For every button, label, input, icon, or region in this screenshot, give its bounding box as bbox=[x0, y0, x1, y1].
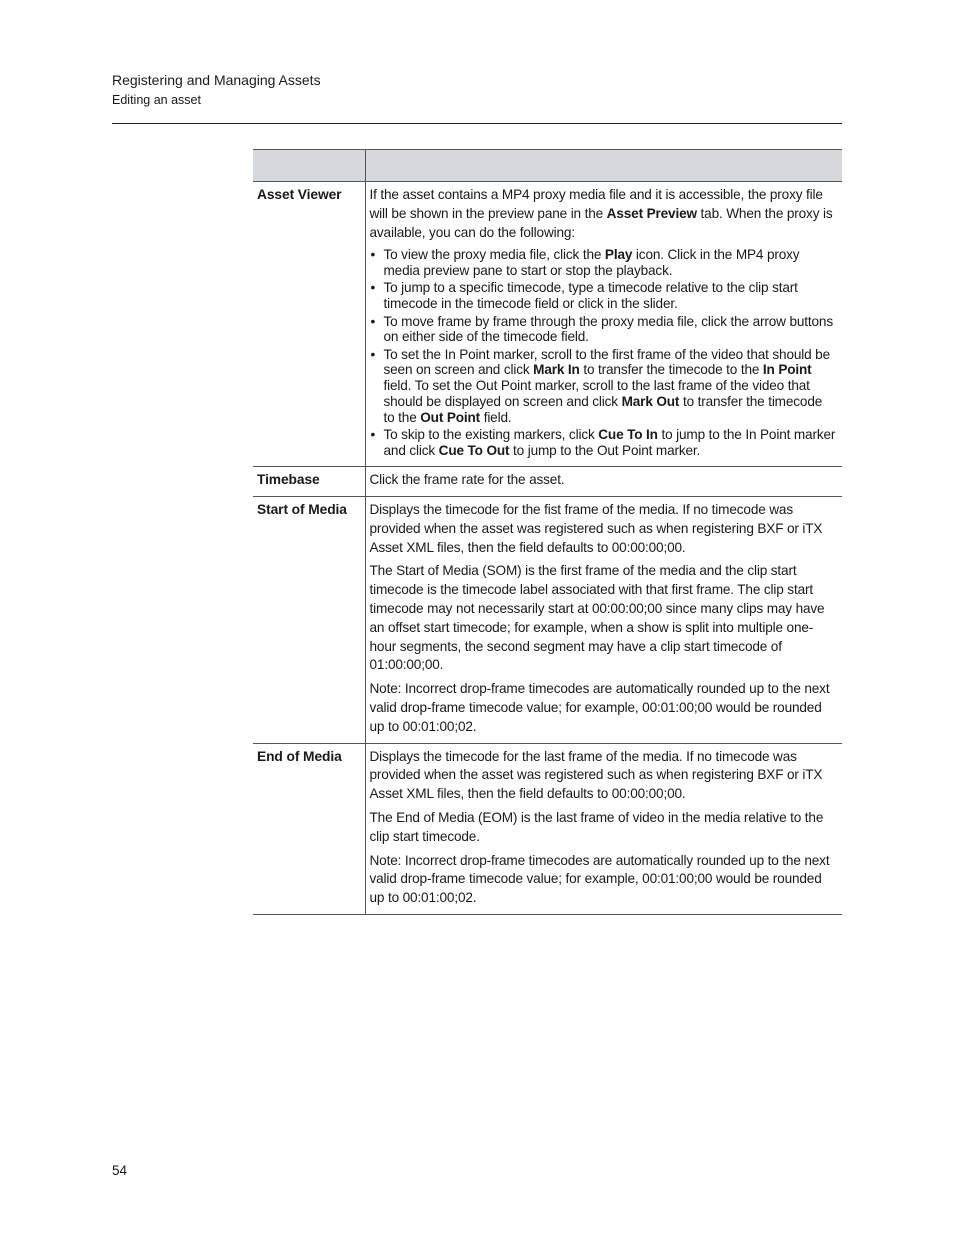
table-row-asset-viewer bbox=[253, 182, 842, 467]
asset-viewer-intro: If the asset contains a MP4 proxy media file and it is accessible, the proxy file will be shown in the preview pane in the Asset Preview tab. When the proxy is available, you can do the following: bbox=[369, 187, 833, 240]
list-item: • To skip to the existing markers, click Cue To In to jump to the In Point marker and click Cue To Out to jump to the Out Point marker. bbox=[384, 427, 837, 459]
note-paragraph: Note: Incorrect drop-frame timecodes are automatically rounded up to the next valid drop-frame timecode value; for example, 00:01:00;00 would be rounded up to 00:01:00;02. bbox=[369, 681, 830, 734]
row-term: Timebase bbox=[253, 467, 365, 497]
timebase-text: Click the frame rate for the asset. bbox=[369, 472, 565, 488]
list-item: • To view the proxy media file, click the Play icon. Click in the MP4 proxy media preview pane to start or stop the playback. bbox=[384, 247, 837, 279]
paragraph: The Start of Media (SOM) is the first frame of the media and the clip start timecode is the timecode label associated with that first frame. The clip start timecode may not necessarily start at 00:00:00;00 since many clips may have an offset start timecode; for example, when a show is split into multiple one-hour segments, the second segment may have a clip start timecode of 01:00:00;00. bbox=[369, 563, 825, 673]
paragraph: Displays the timecode for the last frame of the media. If no timecode was provided when the asset was registered such as when registering BXF or iTX Asset XML files, then the field defaults to 00:00:00;00. bbox=[369, 748, 823, 802]
paragraph: Displays the timecode for the fist frame of the media. If no timecode was provided when the asset was registered such as when registering BXF or iTX Asset XML files, then the field defaults to 00:00:00;00. bbox=[369, 502, 823, 555]
header-rule bbox=[112, 123, 842, 124]
row-term: Start of Media bbox=[253, 497, 365, 744]
paragraph: The End of Media (EOM) is the last frame of video in the media relative to the clip start timecode. bbox=[369, 810, 824, 844]
row-term: Asset Viewer bbox=[253, 182, 365, 467]
row-description bbox=[365, 497, 842, 744]
running-header bbox=[112, 70, 321, 109]
asset-viewer-bullets bbox=[370, 247, 837, 458]
row-description bbox=[365, 743, 842, 914]
list-item: • To jump to a specific timecode, type a timecode relative to the clip start timecode in the timecode field or click in the slider. bbox=[384, 280, 837, 312]
table-header bbox=[253, 150, 842, 182]
chapter-title: Registering and Managing Assets bbox=[112, 72, 321, 88]
row-term: End of Media bbox=[253, 743, 365, 914]
list-item: • To set the In Point marker, scroll to the first frame of the video that should be seen on screen and click Mark In to transfer the timecode to the In Point field. To set the Out Point marker, scroll to the last frame of the video that should be displayed on screen and click Mark Out to transfer the timecode to the Out Point field. bbox=[384, 347, 837, 426]
note-paragraph: Note: Incorrect drop-frame timecodes are automatically rounded up to the next valid drop-frame timecode value; for example, 00:01:00;00 would be rounded up to 00:01:00;02. bbox=[369, 852, 830, 906]
table-header-field bbox=[253, 150, 365, 182]
field-description-table bbox=[253, 149, 842, 915]
row-description bbox=[365, 182, 842, 467]
table-header-description bbox=[365, 150, 842, 182]
list-item: • To move frame by frame through the proxy media file, click the arrow buttons on either side of the timecode field. bbox=[384, 314, 837, 346]
table-row-end-of-media bbox=[253, 743, 842, 914]
section-title: Editing an asset bbox=[112, 93, 201, 107]
page-number: 54 bbox=[112, 1163, 128, 1178]
table-row-timebase bbox=[253, 467, 842, 497]
table-row-start-of-media bbox=[253, 497, 842, 744]
row-description bbox=[365, 467, 842, 497]
